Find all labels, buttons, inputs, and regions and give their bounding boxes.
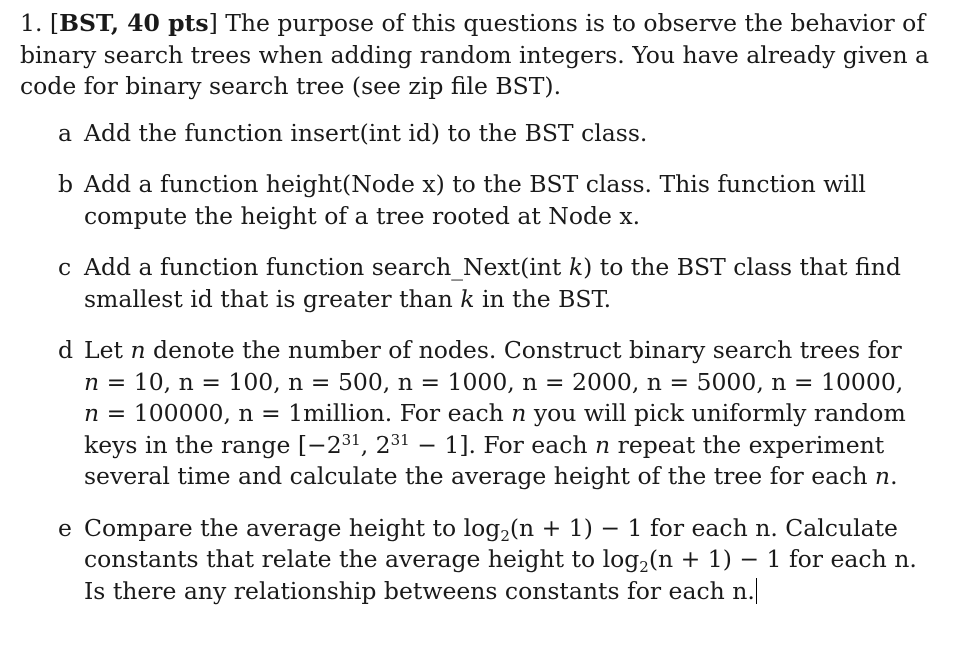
intro-line-3: code for binary search tree (see zip file BST). (20, 72, 562, 100)
item-label: a (58, 118, 73, 147)
item-text: several time and calculate the average height of the tree for each n. (84, 462, 898, 490)
item-label: c (58, 253, 72, 281)
question-intro (20, 8, 950, 103)
question-tag: BST, 40 pts (59, 9, 209, 37)
item-text: Add a function height(Node x) to the BST class. This function will (84, 170, 866, 198)
item-label: d (58, 336, 74, 364)
item-label: e (58, 513, 72, 542)
item-label: b (58, 170, 74, 198)
item-e (20, 513, 950, 608)
item-c (20, 252, 950, 315)
item-b (20, 169, 950, 232)
question-number: 1. (20, 9, 43, 37)
item-text: Add a function function search_Next(int k) to the BST class that find (84, 253, 901, 281)
item-text: Compare the average height to $\log_2(n + 1) - 1$ for each n. Calculate (84, 513, 898, 545)
item-text: keys in the range [$-2^{31}$, $2^{31} - 1$]. For each n repeat the experiment (84, 430, 885, 459)
intro-line-1: 1. [BST, 40 pts] The purpose of this questions is to observe the behavior of (20, 9, 926, 37)
item-text: Let n denote the number of nodes. Construct binary search trees for (84, 336, 902, 364)
item-a (20, 118, 950, 150)
text-cursor (756, 578, 757, 604)
item-text: Add the function insert(int id) to the BST class. (84, 118, 648, 147)
item-text[interactable]: Is there any relationship betweens constants for each n. (84, 576, 755, 605)
item-text: smallest id that is greater than k in the BST. (84, 284, 612, 313)
item-text: constants that relate the average height to $\log_2(n + 1) - 1$ for each n. (84, 545, 917, 576)
item-text: n = 10, n = 100, n = 500, n = 1000, n = 2000, n = 5000, n = 10000, (84, 367, 904, 396)
item-text: n = 100000, n = 1million. For each n you will pick uniformly random (84, 399, 906, 427)
problem-statement (20, 8, 950, 627)
item-text: compute the height of a tree rooted at Node x. (84, 201, 641, 230)
intro-line-2: binary search trees when adding random integers. You have already given a (20, 40, 930, 69)
item-d (20, 335, 950, 493)
